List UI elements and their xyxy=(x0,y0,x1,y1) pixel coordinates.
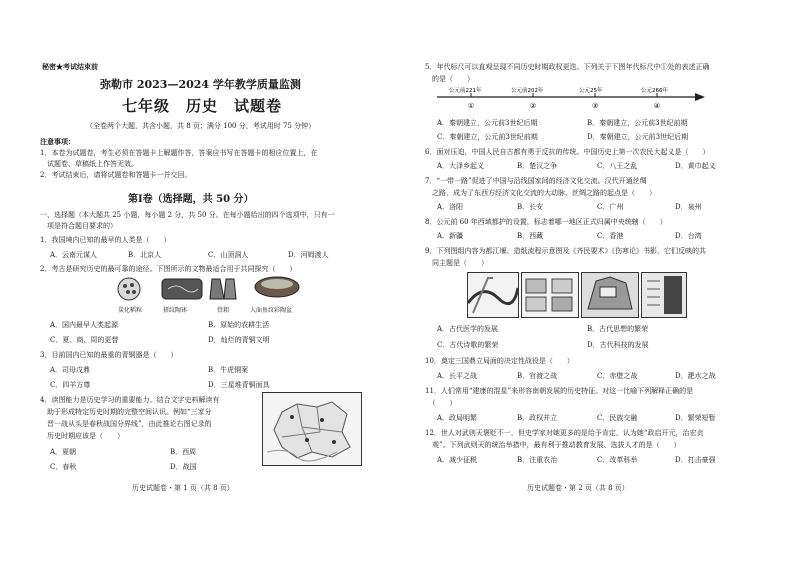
q2-caption-1: 炭化稻粒 xyxy=(118,307,143,314)
page-footer-1: 历史试题卷・第 1 页（共 8 页） xyxy=(132,484,234,492)
q12-option-b: B．注重农治 xyxy=(517,456,558,464)
shanghan-lun-image xyxy=(641,272,687,318)
q12-option-d: D．打击豪强 xyxy=(675,456,716,464)
q7-option-a: A．洛阳 xyxy=(437,203,464,211)
timeline-label: 公元前202年 xyxy=(511,88,544,94)
warring-states-map xyxy=(262,392,362,466)
q8-option-d: D．台湾 xyxy=(675,232,702,240)
q8-option-a: A．新疆 xyxy=(437,232,464,240)
q1-option-a: A．云南元谋人 xyxy=(50,251,98,259)
q10-option-d: D．淝水之战 xyxy=(675,372,716,380)
timeline-num: ③ xyxy=(591,102,599,110)
q3-option-c: C．四羊方尊 xyxy=(50,381,91,389)
q7-option-d: D．泉州 xyxy=(675,203,702,211)
q6-option-a: A．大泽乡起义 xyxy=(437,162,485,170)
q8-option-b: B．西藏 xyxy=(517,232,544,240)
q9-option-b: B．古代思想的繁荣 xyxy=(587,325,649,333)
q1-option-c: C．山顶洞人 xyxy=(208,251,249,259)
bone-tool-image xyxy=(210,279,236,299)
q1-option-d: D．河姆渡人 xyxy=(288,251,329,259)
q9-option-a: A．古代医学的发展 xyxy=(437,325,499,333)
q5-option-b: B．秦朝建立，公元前3世纪前期 xyxy=(587,119,688,127)
notes-title: 注意事项： xyxy=(40,137,75,146)
question-1: 1．我国境内已知的最早的人类是（ ） xyxy=(40,236,171,244)
q2-caption-4: 人面鱼纹彩陶盆 xyxy=(250,307,293,314)
question-8: 8．公元前 60 年西域都护的设置，标志着哪一地区正式归属中央统辖（ ） xyxy=(425,218,667,226)
q2-option-a: A．国内最早人类起源 xyxy=(50,321,119,329)
q11-option-c: C．民族交融 xyxy=(597,414,638,422)
rice-grains-image xyxy=(118,278,140,300)
question-4-line: 晋一战从头是春秋战国分界线”，由此推论右图记录的 xyxy=(40,420,212,428)
section-heading: 一、选择题（本大题共 25 小题，每小题 2 分，共 50 分。在每小题给出的四个选项中，只有一 xyxy=(40,211,335,219)
q2-option-d: D．灿烂的青铜文明 xyxy=(208,336,270,344)
exam-title: 弥勒市 2023—2024 学年教学质量监测 xyxy=(100,78,301,91)
q2-caption-3: 骨耜 xyxy=(217,307,230,314)
q12-option-a: A．减少征税 xyxy=(437,456,478,464)
question-2: 2．考古是研究历史的最可靠的途径。下图所示的文物最适合用于共同探究（ ） xyxy=(40,265,297,273)
q9-option-d: D．古代科技的发展 xyxy=(587,341,649,349)
fish-face-basin-image xyxy=(255,277,299,297)
section-heading-cont: 项是符合题目要求的） xyxy=(40,222,117,230)
timeline-num: ② xyxy=(529,102,537,110)
timeline-label: 公元25年 xyxy=(579,88,603,94)
q2-caption-2: 猪纹陶钵 xyxy=(163,307,188,314)
q8-option-c: C．香港 xyxy=(597,232,624,240)
q10-option-b: B．官渡之战 xyxy=(517,372,558,380)
q9-option-c: C．古代诗歌的繁荣 xyxy=(437,341,499,349)
q11-option-b: B．政权并立 xyxy=(517,414,558,422)
question-9-line: 9．下列图组内容为都江堰、造纸流程示意图及《齐民要术》《伤寒论》书影，它们反映的共 xyxy=(425,247,706,255)
q2-artifacts-figure xyxy=(112,275,302,303)
note-line: 2．考试结束后，请将试题卷和答题卡一并交回。 xyxy=(40,171,192,179)
q6-option-c: C．八王之乱 xyxy=(597,162,638,170)
timeline-num: ① xyxy=(467,102,475,110)
q3-option-d: D．三星堆青铜面具 xyxy=(208,381,270,389)
question-3: 3．目前国内已知的最重的青铜器是（ ） xyxy=(40,351,178,359)
question-10: 10．奠定三国鼎立局面的决定性战役是（ ） xyxy=(425,357,574,365)
question-5-line: 的是（ ） xyxy=(425,75,474,83)
dujiangyan-image xyxy=(467,272,519,318)
exam-info: （全卷两个大题，共含小题，共 8 页；满分 100 分，考试用时 75 分钟） xyxy=(86,122,316,130)
q6-option-d: D．黄巾起义 xyxy=(675,162,716,170)
qimin-yaoshu-image xyxy=(581,272,639,318)
timeline-label: 公元前221年 xyxy=(449,88,482,94)
q11-option-a: A．政局明繁 xyxy=(437,414,478,422)
note-line: 试题卷、草稿纸上作答无效。 xyxy=(40,160,138,168)
q5-option-a: A．秦朝建立，公元前3世纪后期 xyxy=(437,119,538,127)
q10-option-c: C．赤壁之战 xyxy=(597,372,638,380)
question-5-line: 5．年代标尺可以直观呈现不同历史时期政权更迭。下列关于下图年代标尺中①处的表述正确 xyxy=(425,63,710,71)
note-line: 1．本卷为试题卷，考生必须在答题卡上解题作答，答案应书写在答题卡的相应位置上，在 xyxy=(40,149,318,157)
q7-option-c: C．广州 xyxy=(597,203,624,211)
timeline-num: ④ xyxy=(653,102,661,110)
timeline-arrow xyxy=(695,93,705,101)
q4-option-b: B．西周 xyxy=(170,448,197,456)
q10-option-a: A．长平之战 xyxy=(437,372,478,380)
timeline-figure xyxy=(433,87,713,113)
secret-label: 秘密★考试结束前 xyxy=(42,62,98,71)
page-right xyxy=(397,0,794,561)
question-12-line: 观”。下列武则天的统治举措中，最有利于推动教育发展、选拔人才的是（ ） xyxy=(425,441,681,449)
q7-option-b: B．长安 xyxy=(517,203,544,211)
q12-option-c: C．改革科举 xyxy=(597,456,638,464)
q1-option-b: B．北京人 xyxy=(128,251,162,259)
q11-option-d: D．繁荣短暂 xyxy=(675,414,716,422)
timeline-label: 公元266年 xyxy=(641,88,668,94)
q6-option-b: B．楚汉之争 xyxy=(517,162,558,170)
page-footer-2: 历史试题卷・第 2 页（共 8 页） xyxy=(527,484,629,492)
q5-option-c: C．秦朝建立，公元前3世纪前期 xyxy=(437,133,538,141)
volume-heading: 第Ⅰ卷（选择题，共 50 分） xyxy=(128,194,254,205)
question-4-line: 助于形成特定历史时期的完整空间认识。例如“三家分 xyxy=(40,408,212,416)
question-4-line: 4．读图能力是历史学习的重要能力。结合文字史料解读有 xyxy=(40,396,220,404)
question-12-line: 12．世人对武则天褒贬不一，但史学家对她更多的是给予肯定，认为她“政启开元，治宏贞 xyxy=(425,429,704,437)
question-4-line: 历史时期应该是（ ） xyxy=(40,432,124,440)
q4-option-a: A．夏朝 xyxy=(50,448,77,456)
q2-option-c: C．夏、商、周的更替 xyxy=(50,336,119,344)
q5-option-d: D．秦朝建立，公元前3世纪后期 xyxy=(587,133,689,141)
q4-option-d: D．战国 xyxy=(170,463,197,471)
question-7-line: 7．“一带一路”促进了中国与沿线国家间的经济文化交流。汉代开通丝绸 xyxy=(425,177,647,185)
q3-option-a: A．司母戊鼎 xyxy=(50,366,91,374)
question-11-line: 11．人们常用“建康的混星”来形容南朝发展的历史特征。对这一比喻下列解释正确的是 xyxy=(425,387,694,395)
pottery-bowl-image xyxy=(162,279,202,299)
question-11-line: （ ） xyxy=(425,399,457,407)
q3-option-b: B．牛虎铜案 xyxy=(208,366,249,374)
question-7-line: 之路，成为了东西方经济文化交流的大动脉，丝绸之路的起点是（ ） xyxy=(425,189,656,197)
q4-option-c: C．春秋 xyxy=(50,463,77,471)
exam-subtitle: 七年级 历史 试题卷 xyxy=(122,97,283,115)
q2-option-b: B．原始的农耕生活 xyxy=(208,321,270,329)
question-6: 6．面对压迫，中国人民自古都有勇于反抗的传统。中国历史上第一次农民大起义是（ ） xyxy=(425,148,710,156)
question-9-line: 同主题是（ ） xyxy=(425,259,488,267)
papermaking-diagram-image xyxy=(521,272,579,318)
